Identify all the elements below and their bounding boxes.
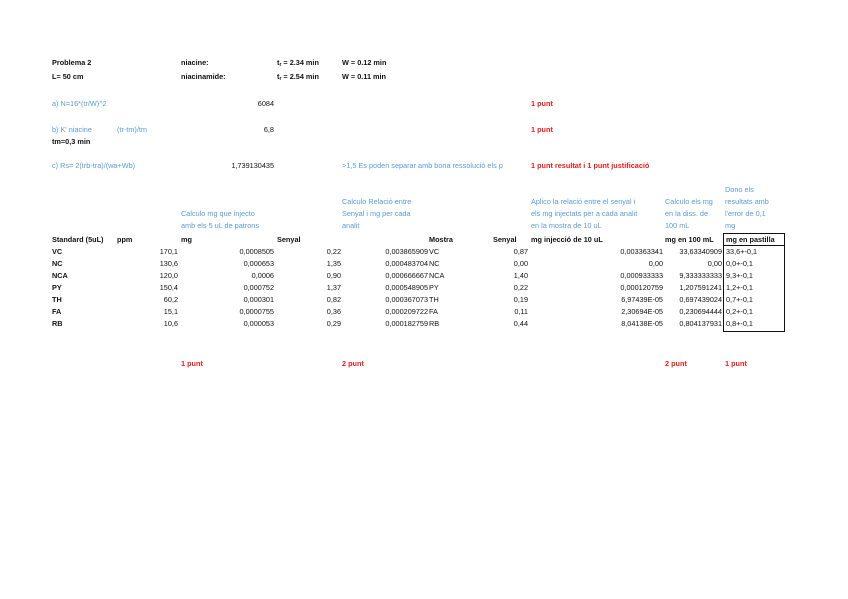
cell-ppm: 130,6 [159, 259, 178, 268]
cell-inj: 0,00 [648, 259, 663, 268]
part-c-note: >1,5 Es poden separar amb bona ressolució els p [342, 161, 503, 170]
cell-past: 9,3+-0,1 [726, 271, 753, 280]
header-aplico-line2: els mg injectats per a cada analit [531, 209, 638, 218]
cell-past: 0,0+-0,1 [726, 259, 753, 268]
header-calc-els-line3: 100 mL [665, 221, 690, 230]
cell-mostra: VC [429, 247, 440, 256]
niacine-label: niacine: [181, 58, 209, 67]
header-aplico-line1: Aplico la relació entre el senyal i [531, 197, 636, 206]
part-c-value: 1,739130435 [231, 161, 274, 170]
cell-senyal: 0,82 [326, 295, 341, 304]
col-mg-injeccio: mg injecció de 10 uL [531, 235, 603, 244]
points-calc-els: 2 punt [665, 359, 687, 368]
part-b-expression: (tr-tm)/tm [117, 125, 147, 134]
cell-m100: 0,230694444 [679, 307, 722, 316]
header-calc-mg-line1: Calculo mg que injecto [181, 209, 255, 218]
cell-inj: 0,000120759 [620, 283, 663, 292]
col-mg-pastilla: mg en pastilla [726, 235, 775, 244]
cell-inj: 2,30694E-05 [621, 307, 663, 316]
cell-ppm: 170,1 [159, 247, 178, 256]
header-aplico-line3: en la mostra de 10 uL [531, 221, 602, 230]
retention-time-niacinamide: $t_r = 2.54$ min [277, 72, 319, 82]
cell-senyal: 0,90 [326, 271, 341, 280]
cell-rel: 0,000367073 [385, 295, 428, 304]
cell-mg: 0,0006 [251, 271, 274, 280]
cell-mg: 0,000053 [243, 319, 274, 328]
part-b-formula: b) K' niacine [52, 125, 92, 134]
header-dono-line3: l'error de 0,1 [725, 209, 766, 218]
cell-rel: 0,000666667 [385, 271, 428, 280]
results-header-divider [724, 245, 784, 246]
cell-ppm: 60,2 [163, 295, 178, 304]
part-c-points: 1 punt resultat i 1 punt justificació [531, 161, 650, 170]
cell-s2: 0,00 [513, 259, 528, 268]
cell-inj: 6,97439E-05 [621, 295, 663, 304]
points-mg: 1 punt [181, 359, 203, 368]
cell-inj: 0,003363341 [620, 247, 663, 256]
cell-name: VC [52, 247, 63, 256]
cell-mostra: NCA [429, 271, 445, 280]
col-standard: Standard (5uL) [52, 235, 104, 244]
cell-mg: 0,000653 [243, 259, 274, 268]
cell-rel: 0,003865909 [385, 247, 428, 256]
cell-inj: 8,04138E-05 [621, 319, 663, 328]
points-relacio: 2 punt [342, 359, 364, 368]
cell-mg: 0,000301 [243, 295, 274, 304]
niacinamide-label: niacinamide: [181, 72, 226, 81]
cell-past: 33,6+-0,1 [726, 247, 758, 256]
cell-mg: 0,0000755 [239, 307, 274, 316]
cell-senyal: 0,22 [326, 247, 341, 256]
width-niacine: W = 0.12 min [342, 58, 387, 67]
cell-name: PY [52, 283, 62, 292]
subscript-r: r [279, 76, 282, 82]
cell-m100: 0,00 [707, 259, 722, 268]
cell-ppm: 15,1 [163, 307, 178, 316]
points-results: 1 punt [725, 359, 747, 368]
cell-mostra: TH [429, 295, 439, 304]
retention-time-niacine: $t_r = 2.34$ min [277, 58, 319, 68]
cell-mostra: RB [429, 319, 440, 328]
header-relacio-line1: Calculo Relació entre [342, 197, 412, 206]
cell-rel: 0,000209722 [385, 307, 428, 316]
cell-mg: 0,0008505 [239, 247, 274, 256]
subscript-r: r [279, 62, 282, 68]
cell-name: FA [52, 307, 62, 316]
header-dono-line1: Dono els [725, 185, 754, 194]
width-niacinamide: W = 0.11 min [342, 72, 387, 81]
cell-s2: 0,87 [513, 247, 528, 256]
part-a-value: 6084 [257, 99, 274, 108]
cell-mostra: PY [429, 283, 439, 292]
part-a-formula: a) N=16*(tr/W)^2 [52, 99, 107, 108]
cell-s2: 0,22 [513, 283, 528, 292]
header-relacio-line3: analit [342, 221, 360, 230]
cell-mg: 0,000752 [243, 283, 274, 292]
cell-ppm: 150,4 [159, 283, 178, 292]
cell-mostra: FA [429, 307, 438, 316]
cell-past: 0,8+-0,1 [726, 319, 753, 328]
part-c-formula: c) Rs= 2(trb-tra)/(wa+Wb) [52, 161, 136, 170]
cell-senyal: 1,35 [326, 259, 341, 268]
cell-ppm: 120,0 [159, 271, 178, 280]
cell-rel: 0,000182759 [385, 319, 428, 328]
cell-m100: 1,207591241 [679, 283, 722, 292]
col-mostra: Mostra [429, 235, 453, 244]
header-calc-mg-line2: amb els 5 uL de patrons [181, 221, 260, 230]
col-mg-100ml: mg en 100 mL [665, 235, 714, 244]
cell-s2: 0,19 [513, 295, 528, 304]
cell-m100: 33,63340909 [679, 247, 722, 256]
cell-rel: 0,000483704 [385, 259, 428, 268]
cell-name: NC [52, 259, 63, 268]
cell-inj: 0,000933333 [620, 271, 663, 280]
cell-name: NCA [52, 271, 68, 280]
col-ppm: ppm [117, 235, 133, 244]
cell-name: RB [52, 319, 63, 328]
col-senyal: Senyal [277, 235, 301, 244]
cell-past: 0,2+-0,1 [726, 307, 753, 316]
part-b-value: 6,8 [263, 125, 274, 134]
cell-s2: 0,44 [513, 319, 528, 328]
cell-s2: 0,11 [514, 307, 528, 316]
header-calc-els-line2: en la diss. de [665, 209, 708, 218]
part-a-points: 1 punt [531, 99, 553, 108]
cell-past: 1,2+-0,1 [726, 283, 753, 292]
problem-title: Problema 2 [52, 58, 92, 67]
header-calc-els-line1: Calculo els mg [665, 197, 713, 206]
cell-m100: 9,333333333 [679, 271, 722, 280]
cell-m100: 0,697439024 [679, 295, 722, 304]
header-dono-line4: mg [725, 221, 736, 230]
cell-s2: 1,40 [513, 271, 528, 280]
column-length: L= 50 cm [52, 72, 84, 81]
cell-ppm: 10,6 [163, 319, 178, 328]
col-mg: mg [181, 235, 192, 244]
cell-senyal: 0,36 [326, 307, 341, 316]
header-dono-line2: resultats amb [725, 197, 769, 206]
cell-past: 0,7+-0,1 [726, 295, 753, 304]
cell-senyal: 0,29 [326, 319, 341, 328]
cell-senyal: 1,37 [326, 283, 341, 292]
part-b-tm: tm=0,3 min [52, 137, 91, 146]
cell-m100: 0,804137931 [679, 319, 722, 328]
cell-name: TH [52, 295, 62, 304]
cell-mostra: NC [429, 259, 440, 268]
part-b-points: 1 punt [531, 125, 553, 134]
col-senyal-mostra: Senyal [493, 235, 517, 244]
header-relacio-line2: Senyal i mg per cada [342, 209, 411, 218]
cell-rel: 0,000548905 [385, 283, 428, 292]
